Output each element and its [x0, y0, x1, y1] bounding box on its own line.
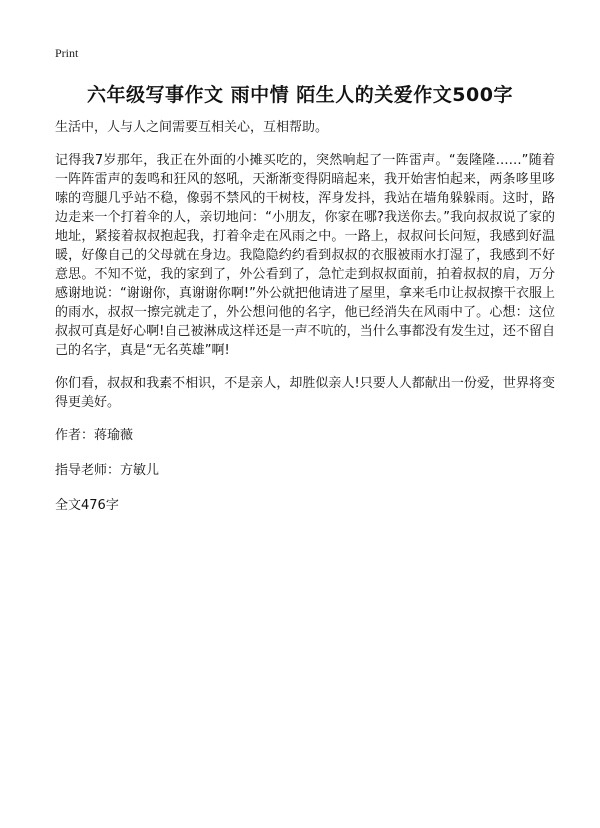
paragraph-conclusion: 你们看，叔叔和我素不相识，不是亲人，却胜似亲人!只要人人都献出一份爱，世界将变得更美好。 — [55, 376, 555, 410]
paragraph-story: 记得我7岁那年，我正在外面的小摊买吃的，突然响起了一阵雷声。“轰隆隆……”随着一阵阵雷声的轰鸣和狂风的怒吼，天渐渐变得阴暗起来，我开始害怕起来，两条哆里哆嗦的弯腿几乎站不稳，像弱不禁风的干树枝，浑身发抖，我站在墙角躲躲雨。这时，路边走来一个打着伞的人，亲切地问：“小朋友，你家在哪?我送你去。”我向叔叔说了家的地址，紧接着叔叔抱起我，打着伞走在风雨之中。一路上，叔叔问长问短，我感到好温暖，好像自己的父母就在身边。我隐隐约约看到叔叔的衣服被雨水打湿了，我感到不好意思。不知不觉，我的家到了，外公看到了，急忙走到叔叔面前，拍着叔叔的肩，万分感谢地说：“谢谢你，真谢谢你啊!”外公就把他请进了屋里，拿来毛巾让叔叔擦干衣服上的雨水，叔叔一擦完就走了，外公想问他的名字，他已经消失在风雨中了。心想：这位叔叔可真是好心啊!自己被淋成这样还是一声不吭的，当什么事都没有发生过，还不留自己的名字，真是“无名英雄”啊! — [55, 153, 555, 358]
word-count: 全文476字 — [55, 498, 119, 513]
author-line: 作者：蒋瑜薇 — [55, 428, 134, 443]
paragraph-intro: 生活中，人与人之间需要互相关心，互相帮助。 — [55, 120, 329, 135]
teacher-line: 指导老师：方敏儿 — [55, 463, 160, 478]
print-link[interactable]: Print — [55, 46, 79, 60]
article-body — [55, 118, 555, 531]
article-title: 六年级写事作文 雨中情 陌生人的关爱作文500字 — [87, 84, 513, 106]
